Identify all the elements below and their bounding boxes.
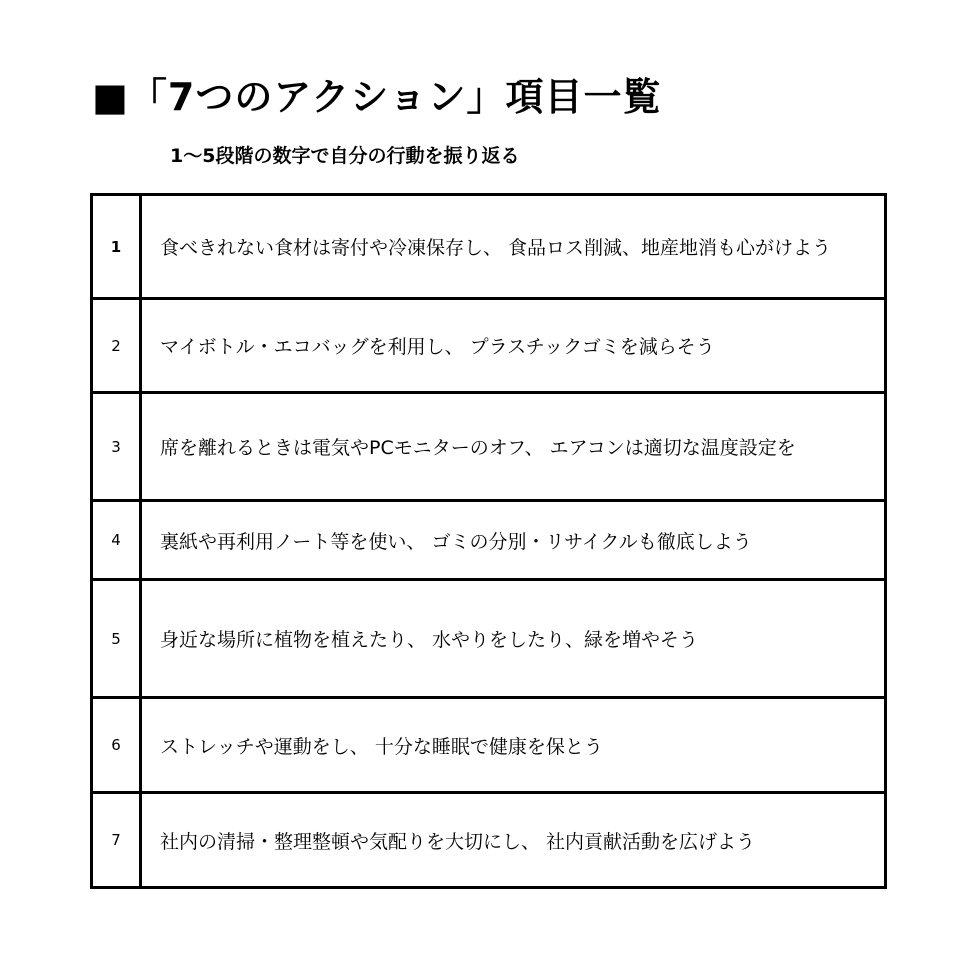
table-row	[92, 299, 886, 393]
row-number: 5	[92, 580, 141, 698]
action-text: 席を離れるときは電気やPCモニターのオフ、 エアコンは適切な温度設定を	[141, 393, 886, 501]
action-text: 裏紙や再利用ノート等を使い、 ゴミの分別・リサイクルも徹底しよう	[141, 501, 886, 580]
table-row	[92, 793, 886, 888]
table-row	[92, 698, 886, 793]
row-number: 2	[92, 299, 141, 393]
table-row	[92, 580, 886, 698]
page-title: ■「7つのアクション」項目一覧	[92, 75, 662, 119]
action-table	[90, 193, 887, 889]
row-number: 1	[92, 195, 141, 299]
action-text: 身近な場所に植物を植えたり、 水やりをしたり、緑を増やそう	[141, 580, 886, 698]
action-text: 社内の清掃・整理整頓や気配りを大切にし、 社内貢献活動を広げよう	[141, 793, 886, 888]
table-row	[92, 195, 886, 299]
action-text: マイボトル・エコバッグを利用し、 プラスチックゴミを減らそう	[141, 299, 886, 393]
action-text: ストレッチや運動をし、 十分な睡眠で健康を保とう	[141, 698, 886, 793]
page-subtitle: 1〜5段階の数字で自分の行動を振り返る	[170, 145, 520, 167]
row-number: 4	[92, 501, 141, 580]
table-row	[92, 393, 886, 501]
row-number: 3	[92, 393, 141, 501]
action-text: 食べきれない食材は寄付や冷凍保存し、 食品ロス削減、地産地消も心がけよう	[141, 195, 886, 299]
table-row	[92, 501, 886, 580]
row-number: 7	[92, 793, 141, 888]
row-number: 6	[92, 698, 141, 793]
